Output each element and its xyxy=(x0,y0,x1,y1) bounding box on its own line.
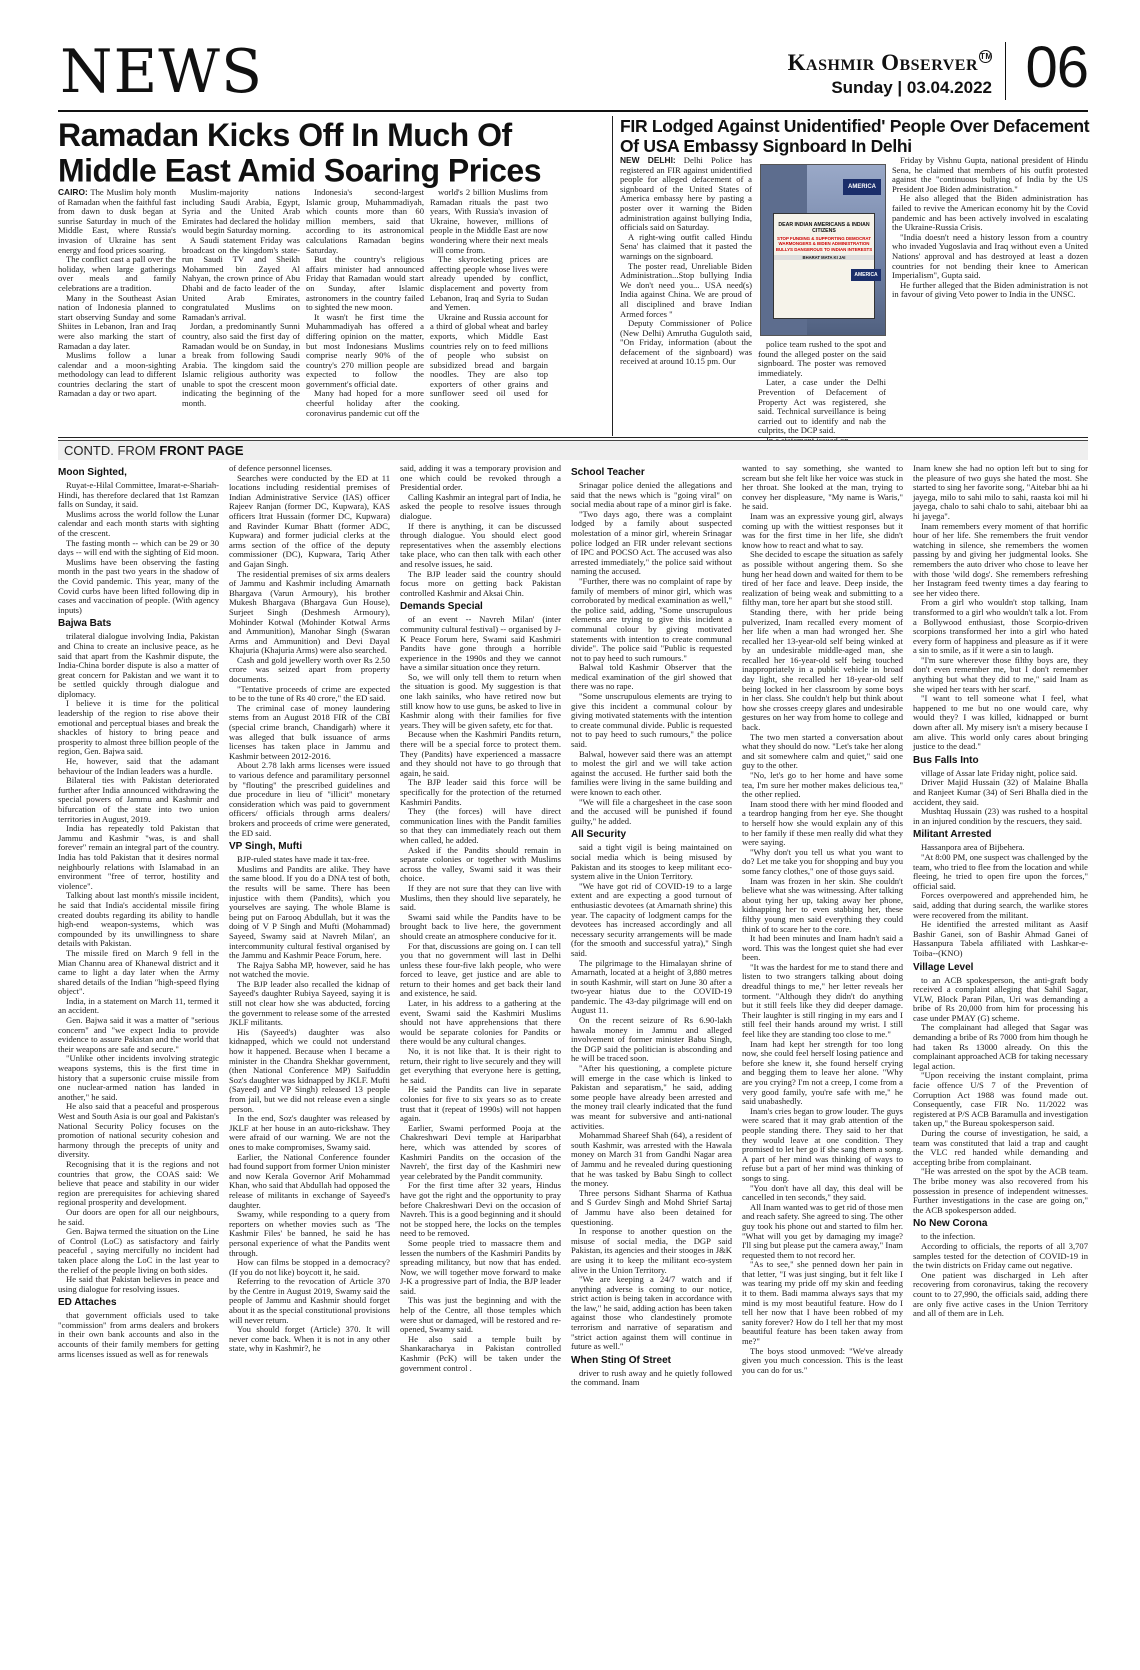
lower-column-6 xyxy=(913,464,1088,1644)
paragraph: You should forget (Article) 370. It will never come back. When it is not in any other state, why in Kashmir?, he xyxy=(229,1324,390,1354)
poster-line-3: BHARAT MATA KI JAI xyxy=(774,255,874,260)
paragraph: NEW DELHI: Delhi Police has registered an FIR against unidentified people for alleged defacement of a signboard of the United States of America embassy here by pasting a poster over it warning the Biden administration against bullying India, officials said on Saturday. xyxy=(620,155,752,233)
main-headline: Ramadan Kicks Off In Much Of Middle East Amid Soaring Prices xyxy=(58,116,541,189)
paragraph: The missile fired on March 9 fell in the Mian Channu area of Khanewal district and it came to light a day later when the Army shared details of the Indian "high-speed flying object". xyxy=(58,947,219,997)
side-story-column-3 xyxy=(892,156,1088,434)
section-title: NEWS xyxy=(60,37,264,107)
paragraph: Swamy, while responding to a query from reporters on whether movies such as 'The Kashmir Files' be banned, he said he has personal experience of what the Pandits went through. xyxy=(229,1209,390,1258)
main-story-column-3 xyxy=(306,188,424,433)
paragraph: If they are not sure that they can live with Muslims, then they should live separately, he said. xyxy=(400,882,561,913)
paragraph: The poster read, Unreliable Biden Administration...Stop bullying India We don't need you... USA need(s) India against China. We are proud of all disciplined and brave Indian Armed forces " xyxy=(620,260,752,319)
paragraph: "No, let's go to her home and have some tea, I'm sure her mother makes delicious tea," the other replied. xyxy=(742,770,903,800)
paragraph: Many in the Southeast Asian nation of Indonesia planned to start observing Sunday and some Shiites in Lebanon, Iran and Iraq were also marking the start of Ramadan a day later. xyxy=(58,292,176,351)
paragraph: He also said that a peaceful and prosperous West and South Asia is our goal and Pakistan's National Security Policy focuses on the promotion of national security cohesion and harmony through the precepts of unity and diversity. xyxy=(58,1101,219,1160)
paragraph: He also alleged that the Biden administration has failed to revive the American economy hit by the Covid pandemic and has been actively involved in escalating the Ukraine-Russia Crisis. xyxy=(892,193,1088,233)
side-story-column-1 xyxy=(620,156,752,434)
paragraph: Asked if the Pandits should remain in separate colonies or together with Muslims across the valley, Swami said it was their choice. xyxy=(400,844,561,884)
paragraph: "I want to tell someone what I feel, what happened to me but no one would care, why would they? I was killed, kidnapped or burnt down after all. My misery isn't a misery because I am alive. This world only cares about bringing justice to the dead." xyxy=(913,693,1088,752)
paragraph: But the country's religious affairs minister had announced Friday that Ramadan would start on Sunday, after Islamic astronomers in the country failed to sighted the new moon. xyxy=(306,254,424,313)
paragraph: trilateral dialogue involving India, Pakistan and China to create an inclusive peace, as he said that apart from the Kashmir dispute, the India-China border dispute is also a matter of great concern for Pakistan and we want it to be settled quickly through dialogue and diplomacy. xyxy=(58,631,219,699)
subheading: ED Attaches xyxy=(58,1297,117,1309)
paragraph: According to officials, the reports of all 3,707 samples tested for the detection of COVID-19 in the twin districts on Friday came out negative. xyxy=(913,1240,1088,1271)
lower-column-2 xyxy=(229,464,390,1644)
paragraph: The skyrocketing prices are affecting people whose lives were already upended by conflict, displacement and poverty from Lebanon, Iraq and Syria to Sudan and Yemen. xyxy=(430,254,548,313)
poster-line-2: STOP FUNDING & SUPPORTING DEMOCRAT WARMONGERS & BIDEN ADMINISTRATION BULLYS DANGEROUS TO INDIAN INTERESTS xyxy=(775,236,873,252)
paragraph: Swami said while the Pandits have to be brought back to live here, the government should create an atmosphere conducive for it. xyxy=(400,911,561,941)
paragraph: driver to rush away and he quietly followed the command. Inam xyxy=(571,1367,732,1388)
trademark-icon: TM xyxy=(980,52,993,61)
paragraph: Muslims follow a lunar calendar and a moon-sighting methodology can lead to different countries declaring the start of Ramadan a day or two apart. xyxy=(58,350,176,399)
paragraph: The Rajya Sabha MP, however, said he has not watched the movie. xyxy=(229,959,390,980)
paragraph: The two men started a conversation about what they should do now. "Let's take her along and sit somewhere calm and quiet," said one guy to the other. xyxy=(742,731,903,771)
paragraph: "India doesn't need a history lesson from a country who invaded Yugoslavia and Iraq without even a United Nations' approval and has destroyed at least a dozen countries for not bending their knee to American Imperialism", Gupta said. xyxy=(892,231,1088,281)
paragraph: His (Sayeed's) daughter was also kidnapped, which we could not understand how it happened. Because when I became a minister in the Chandra Shekhar government, (then National Conference MP) Saifuddin Soz's daughter was kidnapped by JKLF. Mufti (Sayeed) and VP Singh) released 13 people from jail, but we did not release even a single person. xyxy=(229,1026,390,1114)
paragraph: He, however, said that the adamant behaviour of the Indian leaders was a hurdle. xyxy=(58,756,219,776)
paragraph: Driver Majid Hussain (32) of Malaine Bhalla and Ranjeet Kumar (34) of Seri Bhalla died in the accident, they said. xyxy=(913,777,1088,807)
paragraph: Talking about last month's missile incident, he said that India's accidental missile firing created doubts regarding its ability to handle high-end weapon-systems, which was compounded by its unwillingness to share details with Pakistan. xyxy=(58,890,219,949)
subheading: All Security xyxy=(571,829,627,841)
paragraph: Srinagar police denied the allegations and said that the news which is "going viral" on social media about rape of a minor girl is fake. xyxy=(571,480,732,510)
story-divider xyxy=(612,116,613,436)
paragraph: Some people tried to massacre them and lessen the numbers of the Kashmiri Pandits by spreading militancy, but now that has ended. Now, we will together move forward to make J-K a progressive part of India, the BJP leader said. xyxy=(400,1237,561,1296)
paragraph: It had been minutes and Inam hadn't said a word. This was the longest quiet she had ever been. xyxy=(742,933,903,963)
paragraph: He said the Pandits can live in separate colonies for five to six years so as to create trust that it (repeat of 1990s) will not happen again. xyxy=(400,1084,561,1124)
paragraph: "After his questioning, a complete picture will emerge in the case which is linked to Pakistan and separatism," he said, adding some people have already been arrested and the money trail clearly indicated that the fund was meant for subversive and anti-national activities. xyxy=(571,1063,732,1131)
poster-line-1: DEAR INDIAN AMERICANS & INDIAN CITIZENS xyxy=(778,222,870,234)
paragraph: "He was arrested on the spot by the ACB team. The bribe money was also recovered from his possession in presence of independent witnesses. Further investigations in the case are going on," the ACB spokesperson added. xyxy=(913,1166,1088,1215)
paragraph: Balwal told Kashmir Observer that the medical examination of the girl showed that there was no rape. xyxy=(571,662,732,692)
paragraph: Inam was frozen in her skin. She couldn't believe what she was witnessing. After talking about tying her up, taking away her phone, kidnapping her to even stabbing her, these filthy young men said everything they could think of to scare her to the core. xyxy=(742,875,903,934)
paragraph: For the first time after 32 years, Hindus have got the right and the opportunity to pray before Chakreshwari Devi on the occasion of Navreh. This is a good beginning and it should not be stopped here, the locks on the temples need to be removed. xyxy=(400,1180,561,1239)
paragraph: Inam stood there with her mind flooded and a teardrop hanging from her eye. She thought to herself how she would explain any of this to her family if these men really did what they were saying. xyxy=(742,798,903,848)
lower-column-5 xyxy=(742,464,903,1644)
paragraph: The BJP leader also recalled the kidnap of Sayeed's daughter Rubiya Sayeed, saying it is still not clear how she was abducted, forcing the government to release some of the arrested JKLF militants. xyxy=(229,978,390,1028)
paragraph: From a girl who wouldn't stop talking, Inam transformed to a girl who wouldn't talk a lot. From a Bollywood enthusiast, those Scorpio-driven scorpions transformed her into a girl who hated every form of happiness and pleasure as if it were a sin to smile, as if it were a sin to laugh. xyxy=(913,597,1088,656)
paragraph: The BJP leader said the country should focus more on getting back Pakistan controlled Kashmir and Aksai Chin. xyxy=(400,568,561,598)
paragraph: Calling Kashmir an integral part of India, he asked the people to resolve issues through dialogue. xyxy=(400,491,561,521)
paragraph: Hassanpora area of Bijbehera. xyxy=(921,842,1025,853)
paragraph: Our doors are open for all our neighbours, he said. xyxy=(58,1206,219,1227)
paragraph: Because when the Kashmiri Pandits return, there will be a special force to protect them. They (Pandits) have experienced a massacre and they should not have to go through that again, he said. xyxy=(400,729,561,778)
paragraph: said, adding it was a temporary provision and one which could be revoked through a Presidential order. xyxy=(400,463,561,493)
paragraph: "As to see," she penned down her pain in that letter, "I was just singing, but it felt like I was tearing my pride off my skin and feeding it to them. Badi mamma always says that my mind is my most beautiful feature. How do I tell her now that I have been robbed of my sanity forever? How do I tell her that my most beautiful feature has been taken away from me?" xyxy=(742,1259,903,1347)
paragraph: He further alleged that the Biden administration is not in favour of giving Veto power to India in the UNSC. xyxy=(892,279,1088,300)
side-story-column-2 xyxy=(758,340,886,434)
paragraph: of an event -- Navreh Milan' (inter community cultural festival) -- organised by J-K Peace Forum here, Swami said Kashmiri Pandits have gone through a horrible experience in the 1990s and they we cannot have a similar situation once they return. xyxy=(400,614,561,673)
subheading: Demands Special xyxy=(400,601,483,613)
subheading: Village Level xyxy=(913,961,974,973)
paragraph: Inam's cries began to grow louder. The guys were scared that it may grab attention of the people standing there. They said to her that they would leave at one condition. They promised to let her go if she sang them a song. A part of her mind was thinking of ways to refuse but a part of her mind was thinking of songs to sing. xyxy=(742,1105,903,1183)
paragraph: No, it is not like that. It is their right to return, their right to live securely and they will get everything that everyone here is getting, he said. xyxy=(400,1046,561,1085)
paragraph: The complainant had alleged that Sagar was demanding a bribe of Rs 7000 from him though he had taken Rs 13000 already. On this the complainant approached ACB for taking necessary legal action. xyxy=(913,1022,1088,1071)
paragraph: A right-wing outfit called Hindu Sena' has claimed that it pasted the warnings on the signboard. xyxy=(620,231,752,261)
paragraph: Muslims have been observing the fasting month in the past two years in the shadow of the Covid pandemic. This year, many of the Covid curbs have been lifted following dip in cases and vaccination of people. (With agency inputs) xyxy=(58,556,219,615)
paragraph: "At 8:00 PM, one suspect was challenged by the team, who tried to flee from the location and while fleeing, he tried to open fire upon the forces," official said. xyxy=(913,851,1088,891)
paragraph: The fasting month -- which can be 29 or 30 days -- will end with the sighting of Eid moon. xyxy=(58,537,219,558)
paragraph: The conflict cast a pall over the holiday, when large gatherings over meals and family celebrations are a tradition. xyxy=(58,254,176,293)
paragraph: Inam had kept her strength for too long now, she could feel herself losing patience and before she knew it, she found herself crying and begging them to leave her alone. "Why are you crying? I'm not a creep, I come from a very good family, you're safe with me," he said unabashedly. xyxy=(742,1038,903,1107)
dateline: CAIRO: xyxy=(58,187,88,197)
paragraph: Ukraine and Russia account for a third of global wheat and barley exports, which Middle East countries rely on to feed millions of people who subsist on subsidized bread and bargain noodles. They are also top exporters of other grains and sunflower seed oil used for cooking. xyxy=(430,311,548,409)
paragraph: "We are keeping a 24/7 watch and if anything adverse is coming to our notice, strict action is being taken in accordance with the law," he said, adding action has been taken against those who clandestinely promote terrorism and narrative of separatism and "strict action against them will continue in future as well." xyxy=(571,1274,732,1352)
paragraph: He said that Pakistan believes in peace and using dialogue for resolving issues. xyxy=(58,1274,219,1294)
lower-column-3 xyxy=(400,464,561,1644)
paragraph: The criminal case of money laundering stems from an August 2018 FIR of the CBI (special crime branch, Chandigarh) where it was alleged that bulk issuance of arms licenses has taken place in Jammu and Kashmir between 2012-2016. xyxy=(229,702,390,761)
paragraph: village of Assar late Friday night, police said. xyxy=(921,767,1078,778)
paragraph: said a tight vigil is being maintained on social media which is being misused by Pakistan and its stooges to keep militant eco-system alive in the Union Territory. xyxy=(571,842,732,882)
paragraph: India, in a statement on March 11, termed it an accident. xyxy=(58,995,219,1016)
sign-text: AMERICA xyxy=(843,179,881,195)
masthead xyxy=(58,36,1088,108)
side-headline: FIR Lodged Against Unidentified' People Over Defacement Of USA Embassy Signboard In Delhi xyxy=(620,116,1090,156)
contd-prefix: CONTD. FROM xyxy=(64,443,156,458)
paragraph: For that, discussions are going on. I can tell you that no government will last in Delhi unless these four-five lakh people, who were forced to leave, get justice and are able to return to their homes and get back their land and existence, he said. xyxy=(400,940,561,999)
paragraph: "Unlike other incidents involving strategic weapons systems, this is the first time in history that a supersonic cruise missile from one nuclear-armed nation has landed in another," he said. xyxy=(58,1053,219,1102)
paragraph: "Why don't you tell us what you want to do? Let me take you for shopping and buy you some fancy clothes," one of those guys said. xyxy=(742,846,903,876)
paragraph: Gen. Bajwa said it was a matter of "serious concern" and "we expect India to provide evidence to assure Pakistan and the world that their weapons are safe and secure." xyxy=(58,1015,219,1054)
subheading: Bus Falls Into xyxy=(913,754,979,766)
paragraph: "Two days ago, there was a complaint lodged by a family about suspected molestation of a minor girl, wherein Srinagar police lodged an FIR under relevant sections of IPC and POCSO Act. The accused was also arrested immediately," the police said without naming the accused. xyxy=(571,508,732,577)
paragraph: that government officials used to take "commission" from arms dealers and brokers in their own bank accounts and also in the accounts of their family members for getting arms licenses issued as well as for renewals xyxy=(58,1310,219,1359)
paragraph: India has repeatedly told Pakistan that Jammu and Kashmir "was, is and shall forever" remain an integral part of the country. India has told Pakistan that it desires normal neighbourly relations with Islamabad in an environment "free of terror, hostility and violence". xyxy=(58,823,219,891)
paragraph: Ruyat-e-Hilal Committee, Imarat-e-Shariah-Hindi, has therefore declared that 1st Ramzan falls on Sunday, it said. xyxy=(58,480,219,510)
paragraph: Many had hoped for a more cheerful holiday after the coronavirus pandemic cut off the xyxy=(306,388,424,418)
paragraph: About 2.78 lakh arms licenses were issued to various defence and paramilitary personnel by "flouting" the prescribed guidelines and due procedure in lieu of "illicit" monetary consideration which was paid to government officers/ officials through arms dealers/ brokers and proceeds of crime were generated, the ED said. xyxy=(229,760,390,838)
paragraph: The pilgrimage to the Himalayan shrine of Amarnath, located at a height of 3,880 metres in south Kashmir, will start on June 30 after a two-year hiatus due to the COVID-19 pandemic. The 43-day pilgrimage will end on August 11. xyxy=(571,957,732,1016)
paragraph: Recognising that it is the regions and not countries that grow, the COAS said: We believe that peace and stability in our wider region are prerequisites for achieving shared regional prosperity and development. xyxy=(58,1158,219,1208)
paragraph: Inam was an expressive young girl, always coming up with the wittiest responses but it was for the first time in her life, she didn't know how to react and what to say. xyxy=(742,510,903,550)
main-story-column-2 xyxy=(182,188,300,433)
paragraph: Jordan, a predominantly Sunni country, also said the first day of Ramadan would be on Sunday, in a break from following Saudi Arabia. The kingdom said the Islamic religious authority was unable to spot the crescent moon indicating the beginning of the month. xyxy=(182,321,300,409)
paragraph: They (the forces) will have direct communication lines with the Pandit families so that they can immediately reach out them when called, he added. xyxy=(400,806,561,845)
paragraph: "You don't have all day, this deal will be cancelled in ten seconds," they said. xyxy=(742,1182,903,1203)
paragraph: Muslim-majority nations including Saudi Arabia, Egypt, Syria and the United Arab Emirates had declared the holiday would begin Saturday morning. xyxy=(182,187,300,236)
paragraph: If there is anything, it can be discussed through dialogue. You should elect good representatives when the assembly elections take place, who can then talk with each other and resolve issues, he said. xyxy=(400,520,561,569)
paragraph: of defence personnel licenses. xyxy=(229,463,333,473)
paragraph: Earlier, the National Conference founder had found support from former Union minister and now Kerala Governor Arif Mohammad Khan, who said that Abdullah had opposed the release of militants in exchange of Sayeed's daughter. xyxy=(229,1151,390,1210)
paragraph: wanted to say something, she wanted to scream but she felt like her voice was stuck in her throat. She looked at the man, trying to convey her displeasure, "My name is Waris," he said. xyxy=(742,463,903,512)
paragraph: On the recent seizure of Rs 6.90-lakh hawala money in Jammu and alleged involvement of former minister Babu Singh, the DGP said the politician is absconding and he will be traced soon. xyxy=(571,1015,732,1064)
subheading: When Sting Of Street xyxy=(571,1354,671,1366)
paragraph: So, we will only tell them to return when the situation is good. My suggestion is that one lakh sainiks, who have retired now but still know how to use guns, be asked to live in Kashmir along with their families for five years. They will be given safety, etc for that. xyxy=(400,671,561,730)
paragraph: Forces overpowered and apprehended him, he said, adding that during search, the warlike stores were recovered from the militant. xyxy=(913,890,1088,920)
page-number-divider xyxy=(1005,42,1006,100)
paragraph: Mohammad Shareef Shah (64), a resident of south Kashmir, was arrested with the Hawala money on March 31 from Gandhi Nagar area of Jammu and he revealed during questioning that he was tasked by Babu Singh to collect the money. xyxy=(571,1130,732,1189)
contd-label: FRONT PAGE xyxy=(159,443,244,458)
paragraph: Earlier, Swami performed Pooja at the Chakreshwari Devi temple at Hariparbhat here, which was attended by scores of Kashmiri Pandits on the occasion of the Navreh', the first day of the Kashmiri new year celebrated by the Pandit community. xyxy=(400,1122,561,1181)
paragraph: "Further, there was no complaint of rape by family of members of minor girl, which was corroborated by medical examination as well," the police said, adding, "Some unscrupulous elements are trying to give this incident a communal colour by giving motivated statements with intention to create communal divide". The police said "Public is requested not to pay heed to such rumours." xyxy=(571,575,732,663)
paragraph: Referring to the revocation of Article 370 by the Centre in August 2019, Swamy said the people of Jammu and Kashmir should forget about it as the special constitutional provisions will never return. xyxy=(229,1276,390,1325)
paragraph: "Some unscrupulous elements are trying to give this incident a communal colour by giving motivated statements with the intention to create communal divide. Public is requested not to pay heed to such rumours," the police said. xyxy=(571,691,732,750)
newspaper-brand xyxy=(788,50,992,98)
paragraph: A Saudi statement Friday was broadcast on the kingdom's state-run Saudi TV and Sheikh Mohammed bin Zayed Al Nahyan, the crown prince of Abu Dhabi and de facto leader of the United Arab Emirates, congratulated Muslims on Ramadan's arrival. xyxy=(182,234,300,322)
main-story-column-4 xyxy=(430,188,548,433)
paragraph: Muslims across the world follow the Lunar calendar and each month starts with sighting of the crescent. xyxy=(58,508,219,538)
paragraph: "We have got rid of COVID-19 to a large extent and are expecting a good turnout of enthusiastic devotees (at Amarnath shrine) this year. The capacity of lodgment camps for the devotees has increased accordingly and all necessary security arrangements will be made (for the smooth and successful yatra)," Singh said. xyxy=(571,880,732,958)
paragraph: "It was the hardest for me to stand there and listen to two strangers talking about doing dreadful things to me," her letter reveals her torment. "Although they didn't do anything but it still feels like they did deeper damage. Their laughter is still ringing in my ears and I still feel their hands around my wrist. I still feel like they are standing too close to me." xyxy=(742,961,903,1040)
paragraph: CAIRO: The Muslim holy month of Ramadan when the faithful fast from dawn to dusk began at sunrise Saturday in much of the Middle East, where Russia's invasion of Ukraine has sent energy and food prices soaring. xyxy=(58,187,176,255)
sign-text-2: AMERICA xyxy=(851,269,881,281)
paragraph: to the infection. xyxy=(921,1231,976,1242)
paragraph: Later, a case under the Delhi Prevention of Defacement of Property Act was registered, she said. Technical surveillance is being carried out to identify and nab the culprits, the DCP said. xyxy=(758,377,886,436)
paragraph: police team rushed to the spot and found the alleged poster on the said signboard. The poster was removed immediately. xyxy=(758,339,886,378)
paragraph: Later, in his address to a gathering at the event, Swami said the Kashmiri Muslims should not have apprehensions that there would be separate colonies for Pandits or there would be any cultural changes. xyxy=(400,998,561,1047)
paragraph: Muslims and Pandits are alike. They have the same blood. If you do a DNA test of both, the results will be same. There has been injustice with them (Pandits), which you yourselves are saying. The whole Blame is being put on Farooq Abdullah, but it was the doing of V P Singh and Mufti (Mohammad) Sayeed, Swamy said at Navreh Milan', an intercommunity cultural festival organised by the Jammu and Kashmir Peace Forum, here. xyxy=(229,863,390,961)
paragraph: Indonesia's second-largest Islamic group, Muhammadiyah, which counts more than 60 million members, said that according to its astronomical calculations Ramadan begins Saturday. xyxy=(306,187,424,255)
paragraph: One patient was discharged in Leh after recovering from coronavirus, taking the recovery count to to 27,990, the officials said, adding there are only five active cases in the Union Territory and all of them are in Leh. xyxy=(913,1269,1088,1319)
paragraph: He identified the arrested militant as Aasif Bashir Ganei, son of Bashir Ahmad Ganei of Hassanpura Tabela affiliated with Lashkar-e-Toiba--(KNO) xyxy=(913,919,1088,958)
paragraph: BJP-ruled states have made it tax-free. xyxy=(237,854,370,865)
paragraph: Mushtaq Hussain (23) was rushed to a hospital in an injured condition by the rescuers, they said. xyxy=(913,806,1088,826)
paragraph: In response to another question on the misuse of social media, the DGP said Pakistan, its agencies and their stooges in J&K are using it to keep the militant eco-system alive in the Union Territory. xyxy=(571,1226,732,1275)
paragraph: "Tentative proceeds of crime are expected to be to the tune of Rs 40 crore," the ED said. xyxy=(229,683,390,704)
paragraph: The residential premises of six arms dealers of Jammu and Kashmir including Amarnath Bhargava (Varun Armoury), his brother Mukesh Bhargava (Bhargava Gun House), Surjeet Singh (Deshmesh Armoury), Mohinder Kotwal (Mohinder Kotwal Arms and Ammunition), Manohar Singh (Swaran Arms and Ammunition) and Devi Dayal Khajuria (Khajuria Arms) were also searched. xyxy=(229,568,390,656)
lower-column-4 xyxy=(571,464,732,1644)
subheading: Moon Sighted, xyxy=(58,467,127,478)
paragraph: He also said a temple built by Shankaracharya in Pakistan controlled Kashmir (PcK) will be taken under the government control . xyxy=(400,1333,561,1373)
paragraph: to an ACB spokesperson, the anti-graft body received a complaint alleging that Sahil Sagar, VLW, Block Paran Pilan, Uri was demanding a bribe of Rs 20,000 from him for processing his case under PMAY (G) scheme. xyxy=(913,974,1088,1023)
brand-name: Kashmir Observer TM xyxy=(787,50,993,75)
subheading: No New Corona xyxy=(913,1218,988,1230)
subheading: Militant Arrested xyxy=(913,829,992,841)
embassy-signboard-photo xyxy=(760,164,886,336)
paragraph: Searches were conducted by the ED at 11 locations including residential premises of Indian Administrative Service (IAS) officer Rajeev Ranjan (former DC, Kupwara), KAS officers Itrat Hussain (former DC, Kupwara) and Ravinder Kumar Bhatt (former ADC, Kupwara) and former judicial clerks at the arms section of the office of the deputy commissioner (DC), Kupwara, Tariq Ather and Gajan Singh. xyxy=(229,472,390,569)
paragraph: "I'm sure wherever those filthy boys are, they don't even remember me, but I don't remember anything but what they did to me," said Inam as she wiped her tears with her scarf. xyxy=(913,654,1088,694)
paragraph: In the end, Soz's daughter was released by JKLF at her house in an auto-rickshaw. They were afraid of our warning. We are not the ones to make compromises, Swamy said. xyxy=(229,1113,390,1152)
paragraph: Inam knew she had no option left but to sing for the pleasure of two guys she hated the most. She started to sing her favorite song, "Aitebar bhi aa hi jayega, milo to sahi milo to sahi, raasta koi mil hi jayega, chalo to sahi chalo to sahi, aitebaar bhi aa hi jayega". xyxy=(913,463,1088,521)
poster xyxy=(773,213,875,319)
paragraph: It wasn't he first time the Muhammadiyah has offered a differing opinion on the matter, but most Indonesians Muslims comprise nearly 90% of the country's 270 million people are expected to follow the government's official date. xyxy=(306,311,424,389)
paragraph: Cash and gold jewellery worth over Rs 2.50 crore was seized apart from property documents. xyxy=(229,654,390,685)
paragraph: All Inam wanted was to get rid of those men and reach safety. She agreed to sing. The other guy took his phone out and started to film her. "What will you get by damaging my image? I'll sing but please put the camera away," Inam requested them to not record her. xyxy=(742,1201,903,1260)
subheading: School Teacher xyxy=(571,467,645,478)
paragraph: Three persons Sidhant Sharma of Kathua and S Gurdev Singh and Mohd Shrief Sartaj of Jammu have also been detained for questioning. xyxy=(571,1187,732,1227)
lower-column-1 xyxy=(58,464,219,1644)
paragraph: Standing there, with her pride being pulverized, Inam recalled every moment of her life when a man had wronged her. She recalled her 13-year-old self being winked at by an undesirable middle-aged man, she recalled her 16-year-old self being touched inappropriately in a public vehicle in broad day light, she recalled her 18-year-old self being locked in her classroom by some boys in her class. She couldn't help but think about how she crosses creepy glares and undesirable gestures on her way from home to college and back. xyxy=(742,606,903,733)
paragraph: Friday by Vishnu Gupta, national president of Hindu Sena, he claimed that members of his outfit protested against the "continuous bullying of India by the US President Joe Biden administration." xyxy=(892,155,1088,194)
paragraph: world's 2 billion Muslims from Ramadan rituals the past two years, With Russia's invasion of Ukraine, however, millions of people in the Middle East are now wondering where their next meals will come from. xyxy=(430,187,548,255)
paragraph: This was just the beginning and with the help of the Centre, all those temples which were shut or damaged, will be restored and re-opened, Swamy said. xyxy=(400,1295,561,1335)
paragraph: The BJP leader said this force will be specifically for the protection of the returned Kashmiri Pandits. xyxy=(400,777,561,807)
paragraph: Bilateral ties with Pakistan deteriorated further after India announced withdrawing the special powers of Jammu and Kashmir and bifurcation of the state into two union territories in August, 2019. xyxy=(58,775,219,824)
subheading: Bajwa Bats xyxy=(58,618,112,630)
paragraph: Inam remembers every moment of that horrific hour of her life. She remembers the fruit vendor watching in silence, she remembers the women passing by and giving her judgmental looks. She remembers the auto driver who chose to leave her with those 'wild dogs'. She remembers refreshing her Instagram feed twenty times a day fearing to see her video there. xyxy=(913,520,1088,598)
paragraph: Deputy Commissioner of Police (New Delhi) Amrutha Guguloth said, "On Friday, information (about the defacement of the signboard) was received at around 10.15 pm. Our xyxy=(620,318,752,367)
issue-date: Sunday | 03.04.2022 xyxy=(831,78,992,97)
paragraph: "We will file a chargesheet in the case soon and the accused will be punished if found guilty," he added. xyxy=(571,796,732,826)
paragraph: Balwal, however said there was an attempt to molest the girl and we will take action against the accused. He further said both the families were living in the same building and were known to each other. xyxy=(571,748,732,797)
masthead-rule xyxy=(58,110,1088,112)
paragraph: During the course of investigation, he said, a team was constituted that laid a trap and caught the VLC red handed while demanding and accepting bribe from complainant. xyxy=(913,1128,1088,1167)
paragraph: "Upon receiving the instant complaint, prima facie offence U/S 7 of the Prevention of Corruption Act 1988 was found made out. Consequently, case FIR No. 11/2022 was registered at P/S ACB Baramulla and investigation taken up," the Bureau spokesperson said. xyxy=(913,1070,1088,1129)
main-story-column-1 xyxy=(58,188,176,433)
paragraph: She decided to escape the situation as safely as possible without angering them. So she hung her head down and waited for them to be tired of her face and leave. Deep inside, the realization of being weak and submitting to a filthy man, tore her apart but she stood still. xyxy=(742,549,903,608)
paragraph: How can films be stopped in a democracy? (If you do not like) boycott it, he said. xyxy=(229,1257,390,1277)
page-number: 06 xyxy=(1025,35,1088,100)
section-rule xyxy=(58,437,1088,438)
dateline: NEW DELHI: xyxy=(620,155,676,165)
continued-from-front-page-bar xyxy=(58,440,1088,460)
paragraph: The boys stood unmoved: "We've already given you much concession. This is the least you can do for us." xyxy=(742,1345,903,1375)
paragraph: I believe it is time for the political leadership of the region to rise above their emotional and perceptual biases and break the shackles of history to bring peace and prosperity to almost three billion people of the region, Gen. Bajwa said. xyxy=(58,698,219,757)
paragraph: Gen. Bajwa termed the situation on the Line of Control (LoC) as satisfactory and fairly peaceful , saying mercifully no incident had taken place along the LoC in the last year to the relief of the people living on both sides. xyxy=(58,1226,219,1275)
subheading: VP Singh, Mufti xyxy=(229,841,303,853)
